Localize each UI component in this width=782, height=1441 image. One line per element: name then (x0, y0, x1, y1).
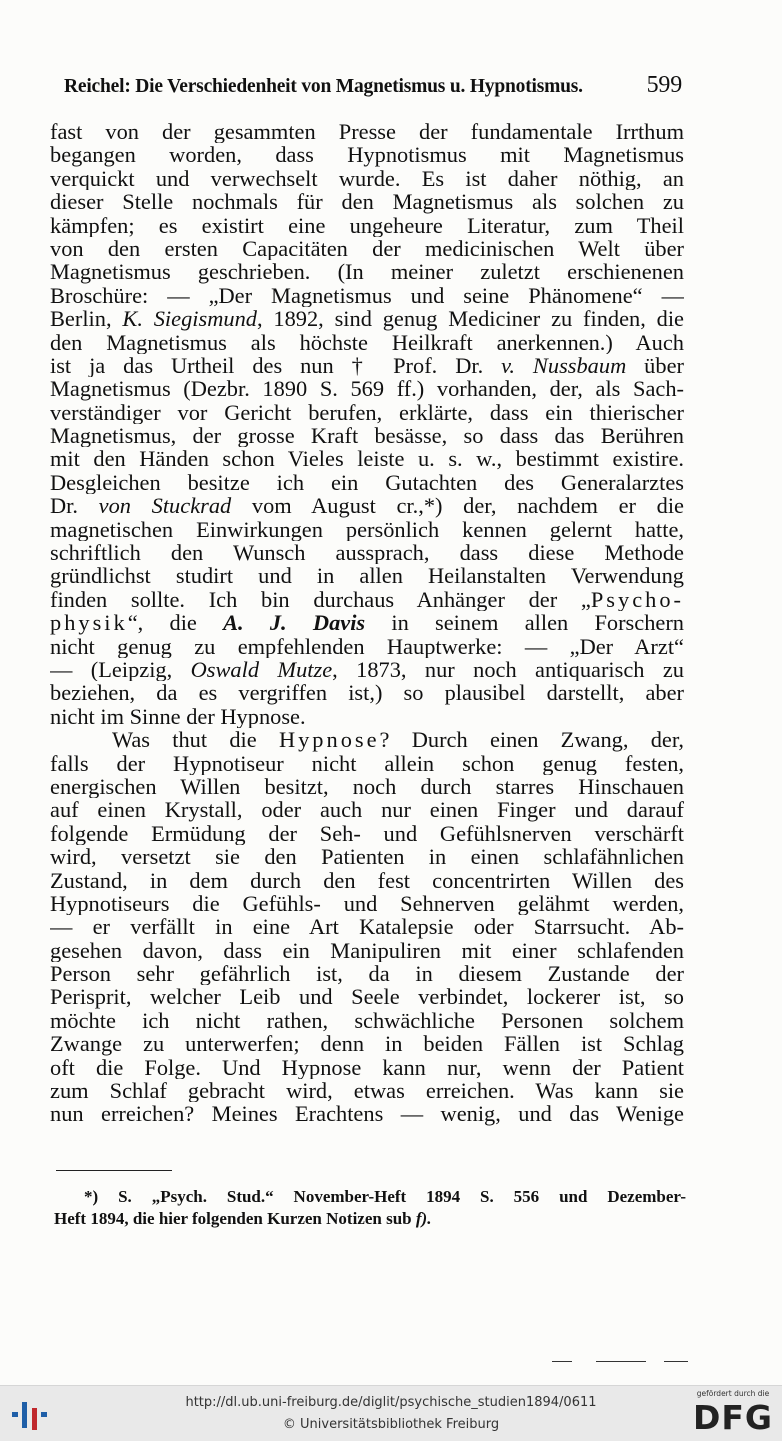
text-line: fast von der gesammten Presse der fundamentale Irrthum (50, 120, 684, 144)
text-line: falls der Hypnotiseur nicht allein schon genug festen, (50, 751, 684, 775)
text-line: Desgleichen besitze ich ein Gutachten des Generalarztes (50, 470, 684, 495)
text-line: Magnetismus, der grosse Kraft besässe, so dass das Berühren (50, 424, 684, 448)
viewer-footer (0, 1385, 782, 1441)
text-line: energischen Willen besitzt, noch durch starres Hinschauen (50, 774, 684, 799)
publisher-name: K. Siegismund (122, 307, 257, 331)
scan-mark (596, 1361, 646, 1362)
text-line: magnetischen Einwirkungen persönlich kennen gelernt hatte, (50, 517, 684, 542)
text-line: oft die Folge. Und Hypnose kann nur, wenn der Patient (50, 1055, 684, 1080)
person-name: v. Nussbaum (501, 353, 627, 378)
scan-mark (552, 1361, 572, 1362)
running-title: Reichel: Die Verschiedenheit von Magnetismus u. Hypnotismus. (64, 76, 583, 97)
text-line: kämpfen; es existirt eine ungeheure Literatur, zum Theil (50, 213, 684, 237)
scan-mark (664, 1361, 688, 1362)
page-number: 599 (646, 72, 682, 98)
text-line: begangen worden, dass Hypnotismus mit Magnetismus (50, 143, 684, 167)
text-line: physik“, die A. J. Davis in seinem allen Forschern (50, 611, 684, 635)
footnote-rule (56, 1170, 172, 1171)
text-line: Zustand, in dem durch den fest concentrirten Willen des (50, 868, 684, 892)
author-name: A. J. Davis (223, 611, 366, 635)
text-line: dieser Stelle nochmals für den Magnetismus als solchen zu (50, 190, 684, 214)
text-line: nicht im Sinne der Hypnose. (50, 704, 306, 729)
text-line: wird, versetzt sie den Patienten in einen schlafähnlichen (50, 845, 684, 869)
text-line: beziehen, da es vergriffen ist,) so plausibel darstellt, aber (50, 681, 684, 705)
text-line: zum Schlaf gebracht wird, etwas erreichen. Was kann sie (50, 1079, 684, 1103)
copyright-notice: © Universitätsbibliothek Freiburg (282, 1417, 500, 1432)
text-line: nicht genug zu empfehlenden Hauptwerke: — „Der Arzt“ (50, 634, 684, 658)
text-line: nun erreichen? Meines Erachtens — wenig, und das Wenige (50, 1102, 684, 1126)
text-line: mit den Händen schon Vieles leiste u. s. w., bestimmt existire. (50, 447, 684, 471)
footnote-line: *) S. „Psych. Stud.“ November-Heft 1894 S. 556 und Dezember- (84, 1187, 686, 1206)
publisher-name: Oswald Mutze (190, 657, 333, 682)
text-line: finden sollte. Ich bin durchaus Anhänger der „Psycho- (50, 587, 684, 612)
text-line: ist ja das Urtheil des nun † Prof. Dr. v. Nussbaum über (50, 353, 684, 378)
text-line: Person sehr gefährlich ist, da in diesem Zustande der (50, 962, 684, 986)
text-line: möchte ich nicht rathen, schwächliche Personen solchem (50, 1008, 684, 1033)
text-line: — (Leipzig, Oswald Mutze, 1873, nur noch antiquarisch zu (50, 657, 684, 682)
text-line: schriftlich den Wunsch aussprach, dass diese Methode (50, 541, 684, 565)
spaced-term: physik (50, 611, 128, 635)
spaced-term: Psycho- (590, 587, 684, 612)
text-line: Dr. von Stuckrad vom August cr.,*) der, nachdem er die (50, 494, 684, 518)
text-line: Magnetismus (Dezbr. 1890 S. 569 ff.) vorhanden, der, als Sach- (50, 377, 684, 401)
running-header (64, 72, 682, 104)
text-line: Was thut die Hypnose? Durch einen Zwang, der, (112, 728, 684, 752)
text-line: auf einen Krystall, oder auch nur einen Finger und darauf (50, 798, 684, 822)
text-line: von den ersten Capacitäten der medicinischen Welt über (50, 236, 684, 261)
text-line: verständiger vor Gericht berufen, erklärte, dass ein thierischer (50, 400, 684, 425)
document-url-link[interactable]: http://dl.ub.uni-freiburg.de/diglit/psychische_studien1894/0611 (185, 1395, 597, 1410)
person-name: von Stuckrad (98, 494, 232, 518)
text-line: — er verfällt in eine Art Katalepsie oder Starrsucht. Ab- (50, 915, 684, 939)
spaced-term: Hypnose (278, 728, 380, 752)
text-line: folgende Ermüdung der Seh- und Gefühlsnerven verschärft (50, 821, 684, 846)
text-line: Hypnotiseurs die Gefühls- und Sehnerven gelähmt werden, (50, 891, 684, 916)
text-line: Perisprit, welcher Leib und Seele verbindet, lockerer ist, so (50, 985, 684, 1009)
text-line: Zwange zu unterwerfen; denn in beiden Fällen ist Schlag (50, 1032, 684, 1056)
text-line: gründlichst studirt und in allen Heilanstalten Verwendung (50, 564, 684, 588)
dfg-logo: gefördert durch die DFG (692, 1389, 774, 1437)
body-text (50, 120, 684, 1126)
text-line: Berlin, K. Siegismund, 1892, sind genug Mediciner zu finden, die (50, 307, 684, 331)
footnote-line: Heft 1894, die hier folgenden Kurzen Notizen sub f). (54, 1209, 432, 1228)
text-line: den Magnetismus als höchste Heilkraft anerkennen.) Auch (50, 330, 684, 354)
text-line: Broschüre: — „Der Magnetismus und seine Phänomene“ — (50, 283, 684, 308)
footnote (54, 1186, 686, 1230)
text-line: Magnetismus geschrieben. (In meiner zuletzt erschienenen (50, 260, 684, 284)
text-line: verquickt und verwechselt wurde. Es ist daher nöthig, an (50, 166, 684, 191)
text-line: gesehen davon, dass ein Manipuliren mit einer schlafenden (50, 938, 684, 963)
